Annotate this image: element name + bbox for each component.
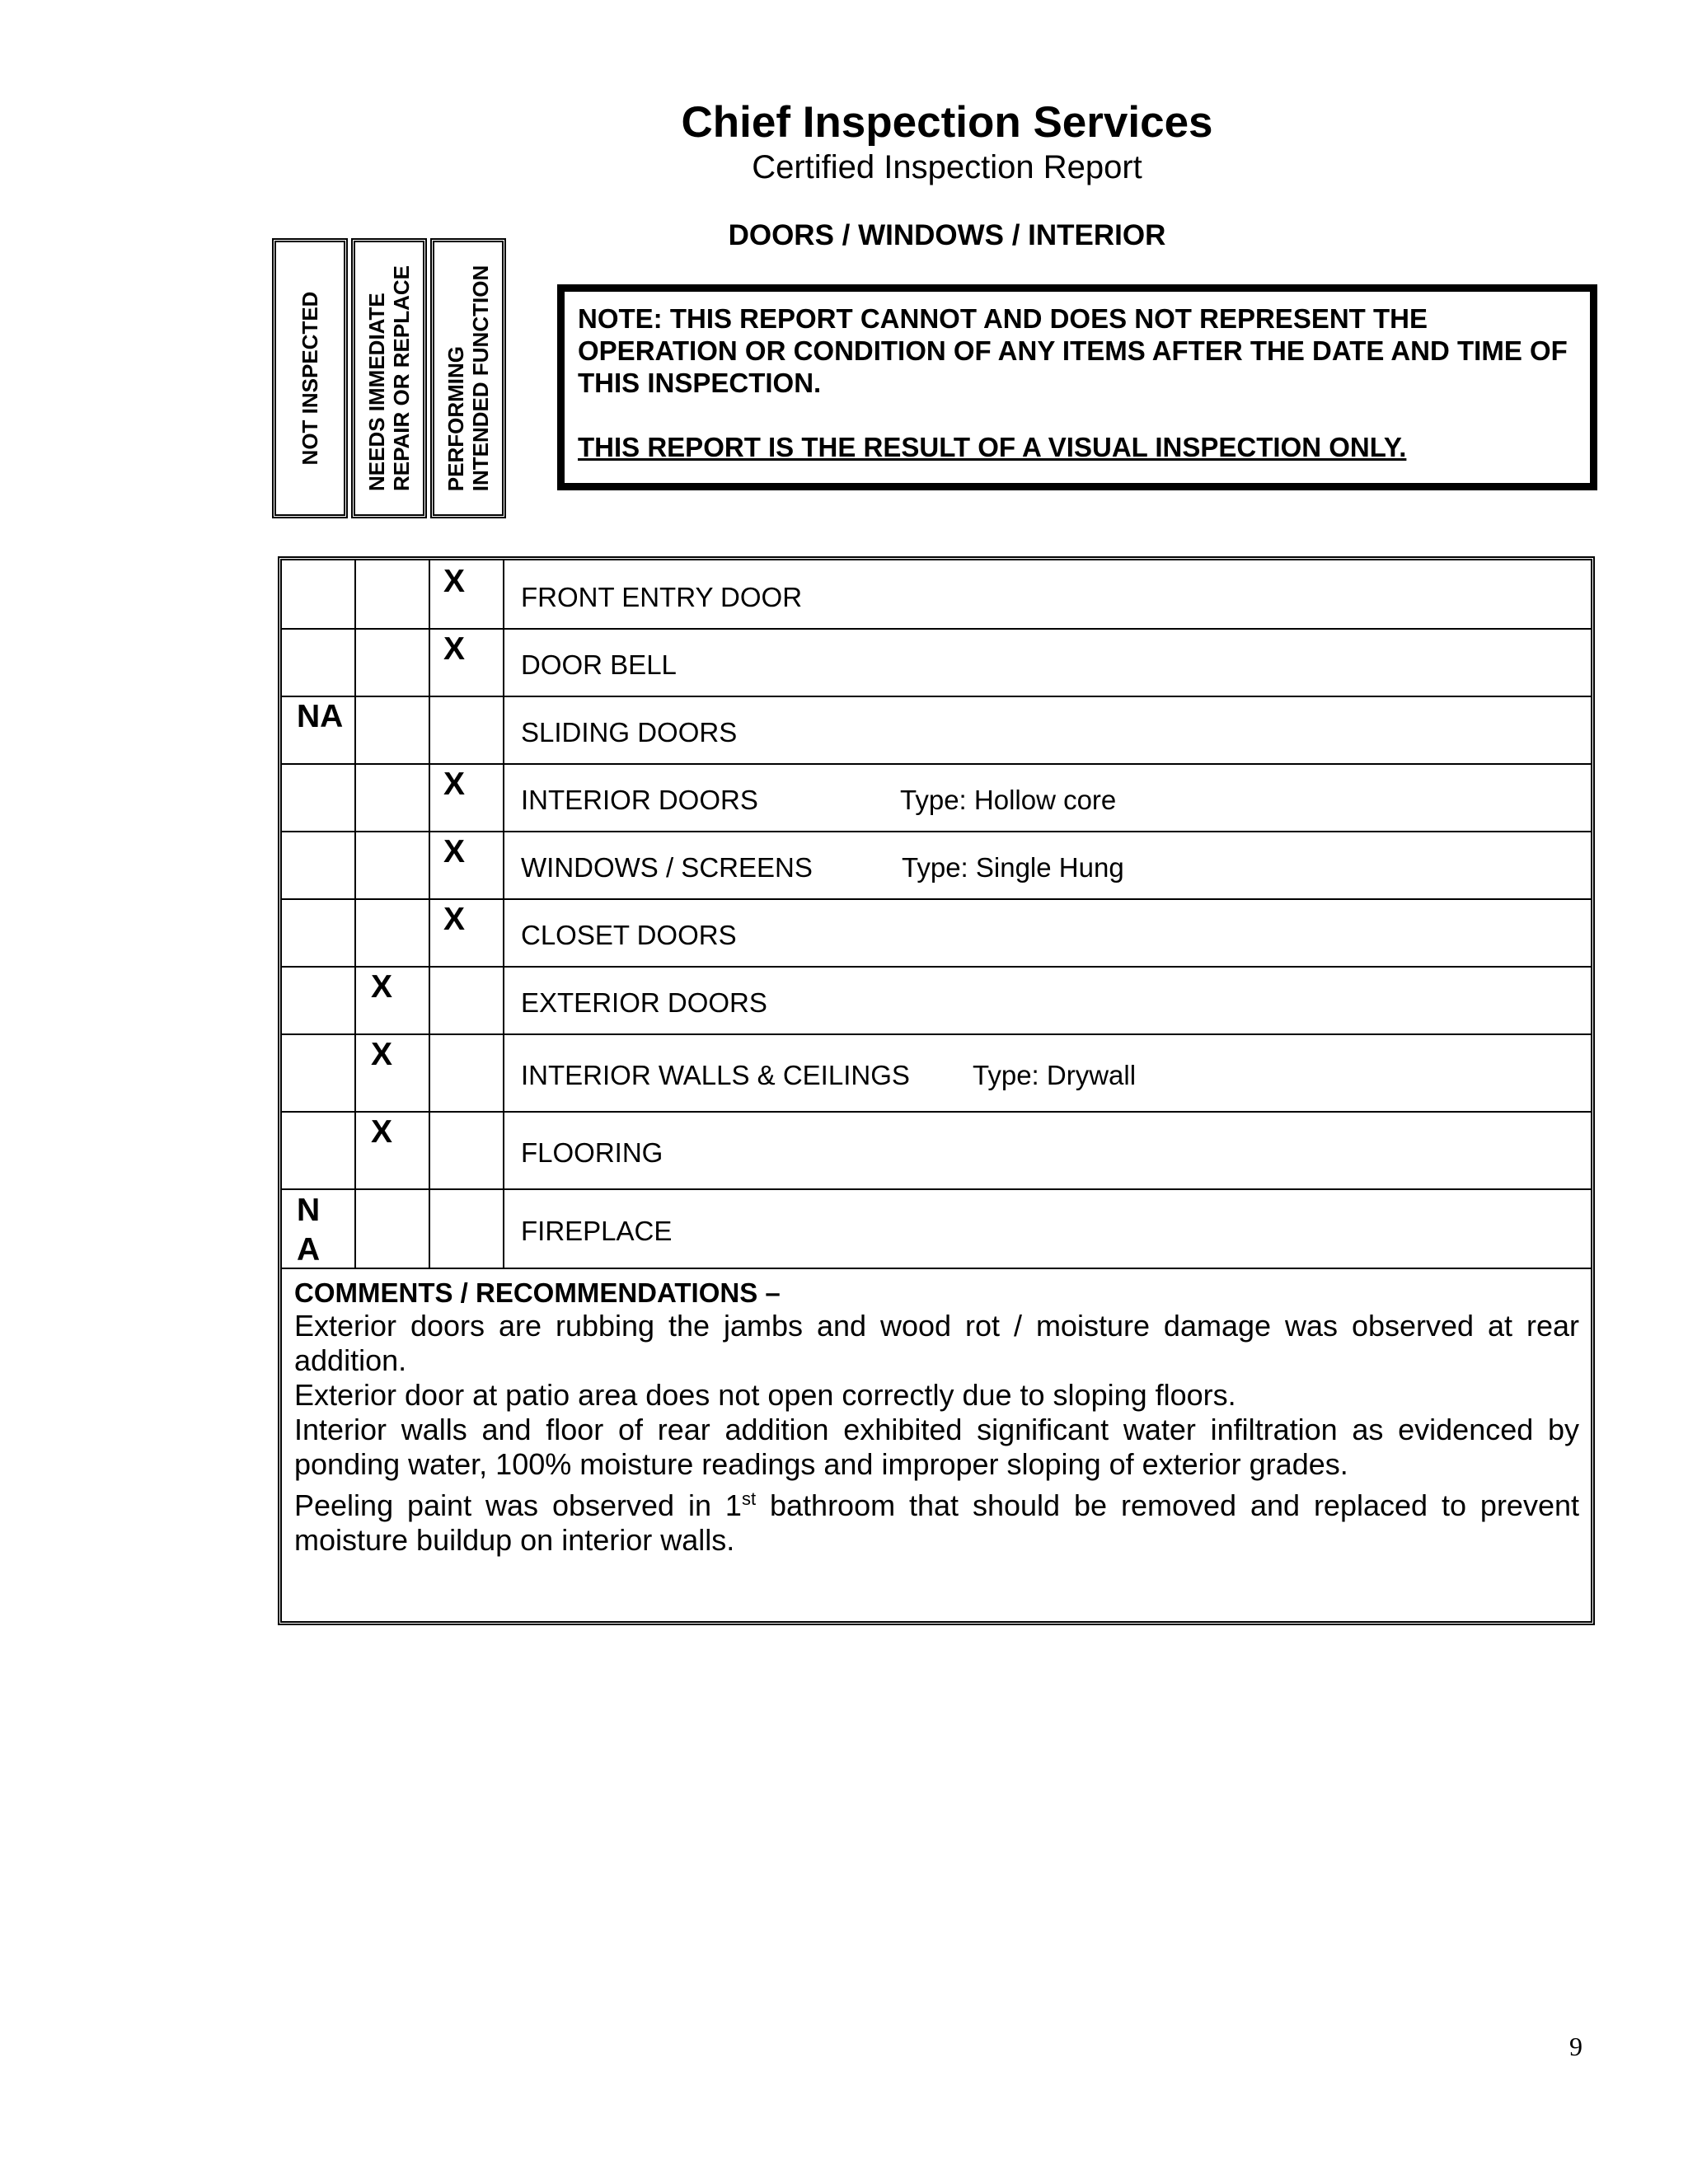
item-label: WINDOWS / SCREENS (521, 852, 813, 883)
legend-performing (430, 238, 506, 518)
check-cell-not-inspected (282, 966, 356, 1033)
check-mark: X (371, 969, 393, 1005)
item-label: DOOR BELL (521, 649, 677, 680)
item-label: FIREPLACE (521, 1216, 673, 1246)
check-cell-needs-repair (356, 831, 430, 898)
report-subtitle: Certified Inspection Report (752, 149, 1142, 185)
page-number: 9 (1569, 2032, 1582, 2061)
check-cell-needs-repair (356, 1033, 430, 1111)
table-row (282, 898, 1591, 968)
check-mark: NA (297, 699, 344, 734)
check-cell-needs-repair (356, 696, 430, 763)
item-label: EXTERIOR DOORS (521, 987, 767, 1018)
comment-paragraph: Exterior doors are rubbing the jambs and wood rot / moisture damage was observed at rear addition. (294, 1309, 1579, 1377)
legend-not-inspected-label: NOT INSPECTED (298, 291, 322, 466)
legend-not-inspected (272, 238, 348, 518)
check-cell-performing (430, 560, 504, 628)
table-row (282, 966, 1591, 1035)
check-cell-not-inspected (282, 763, 356, 831)
check-cell-performing (430, 1111, 504, 1188)
comment-paragraph: Interior walls and floor of rear addition exhibited significant water infiltration as evidenced by ponding water, 100% moisture readings and improper sloping of exterior grades. (294, 1413, 1579, 1481)
check-cell-performing (430, 831, 504, 898)
inspection-table (278, 556, 1595, 1625)
check-cell-not-inspected (282, 1111, 356, 1188)
check-cell-needs-repair (356, 628, 430, 696)
comments-heading: COMMENTS / RECOMMENDATIONS – (294, 1277, 781, 1308)
table-row (282, 628, 1591, 697)
table-row (282, 763, 1591, 832)
check-mark: X (371, 1037, 393, 1072)
comment-paragraph (294, 1482, 1579, 1558)
check-mark: X (443, 834, 466, 869)
legend-needs-repair-label: NEEDS IMMEDIATE REPAIR OR REPLACE (364, 265, 414, 491)
check-mark: N A (297, 1193, 321, 1268)
check-mark: X (443, 631, 466, 667)
item-label: FRONT ENTRY DOOR (521, 582, 803, 612)
legend-needs-repair (351, 238, 427, 518)
check-cell-performing (430, 628, 504, 696)
table-row (282, 1188, 1591, 1269)
item-type: Type: Drywall (973, 1060, 1137, 1090)
check-mark: X (443, 766, 466, 802)
item-label: SLIDING DOORS (521, 717, 738, 748)
check-cell-performing (430, 696, 504, 763)
check-cell-needs-repair (356, 1111, 430, 1188)
table-row (282, 831, 1591, 900)
check-cell-not-inspected (282, 1033, 356, 1111)
note-text: NOTE: THIS REPORT CANNOT AND DOES NOT REPRESENT THE OPERATION OR CONDITION OF ANY ITEMS AFTER THE DATE AND TIME OF THIS INSPECTION. (578, 303, 1568, 398)
table-row (282, 1033, 1591, 1113)
check-cell-performing (430, 1188, 504, 1268)
comments-section (282, 1277, 1591, 1558)
check-cell-not-inspected (282, 628, 356, 696)
check-cell-performing (430, 1033, 504, 1111)
check-cell-needs-repair (356, 1188, 430, 1268)
check-cell-not-inspected (282, 696, 356, 763)
comment-text: bathroom that should be removed and replaced to prevent moisture buildup on interior walls. (294, 1488, 1579, 1557)
check-cell-needs-repair (356, 763, 430, 831)
check-cell-performing (430, 763, 504, 831)
check-cell-needs-repair (356, 898, 430, 966)
check-cell-performing (430, 966, 504, 1033)
check-mark: X (443, 902, 466, 937)
item-label: INTERIOR WALLS & CEILINGS (521, 1060, 910, 1090)
table-row (282, 560, 1591, 630)
legend-performing-label: PERFORMING INTENDED FUNCTION (443, 265, 493, 492)
table-row (282, 1111, 1591, 1190)
check-cell-not-inspected (282, 1188, 356, 1268)
note-visual-only: THIS REPORT IS THE RESULT OF A VISUAL INSPECTION ONLY. (578, 432, 1407, 462)
check-cell-performing (430, 898, 504, 966)
section-title: DOORS / WINDOWS / INTERIOR (728, 219, 1166, 251)
check-mark: X (443, 564, 466, 599)
comment-paragraph: Exterior door at patio area does not open correctly due to sloping floors. (294, 1378, 1236, 1412)
disclaimer-note (557, 284, 1597, 490)
item-label: CLOSET DOORS (521, 920, 737, 950)
item-label: INTERIOR DOORS (521, 785, 758, 815)
check-cell-needs-repair (356, 560, 430, 628)
check-mark: X (371, 1114, 393, 1150)
check-cell-not-inspected (282, 831, 356, 898)
ordinal-suffix: st (741, 1488, 757, 1509)
company-name: Chief Inspection Services (681, 98, 1213, 147)
item-type: Type: Single Hung (902, 852, 1124, 883)
comment-text: Peeling paint was observed in 1 (294, 1488, 742, 1522)
item-type: Type: Hollow core (900, 785, 1117, 815)
check-cell-needs-repair (356, 966, 430, 1033)
table-row (282, 696, 1591, 765)
check-cell-not-inspected (282, 560, 356, 628)
check-cell-not-inspected (282, 898, 356, 966)
item-label: FLOORING (521, 1137, 663, 1168)
